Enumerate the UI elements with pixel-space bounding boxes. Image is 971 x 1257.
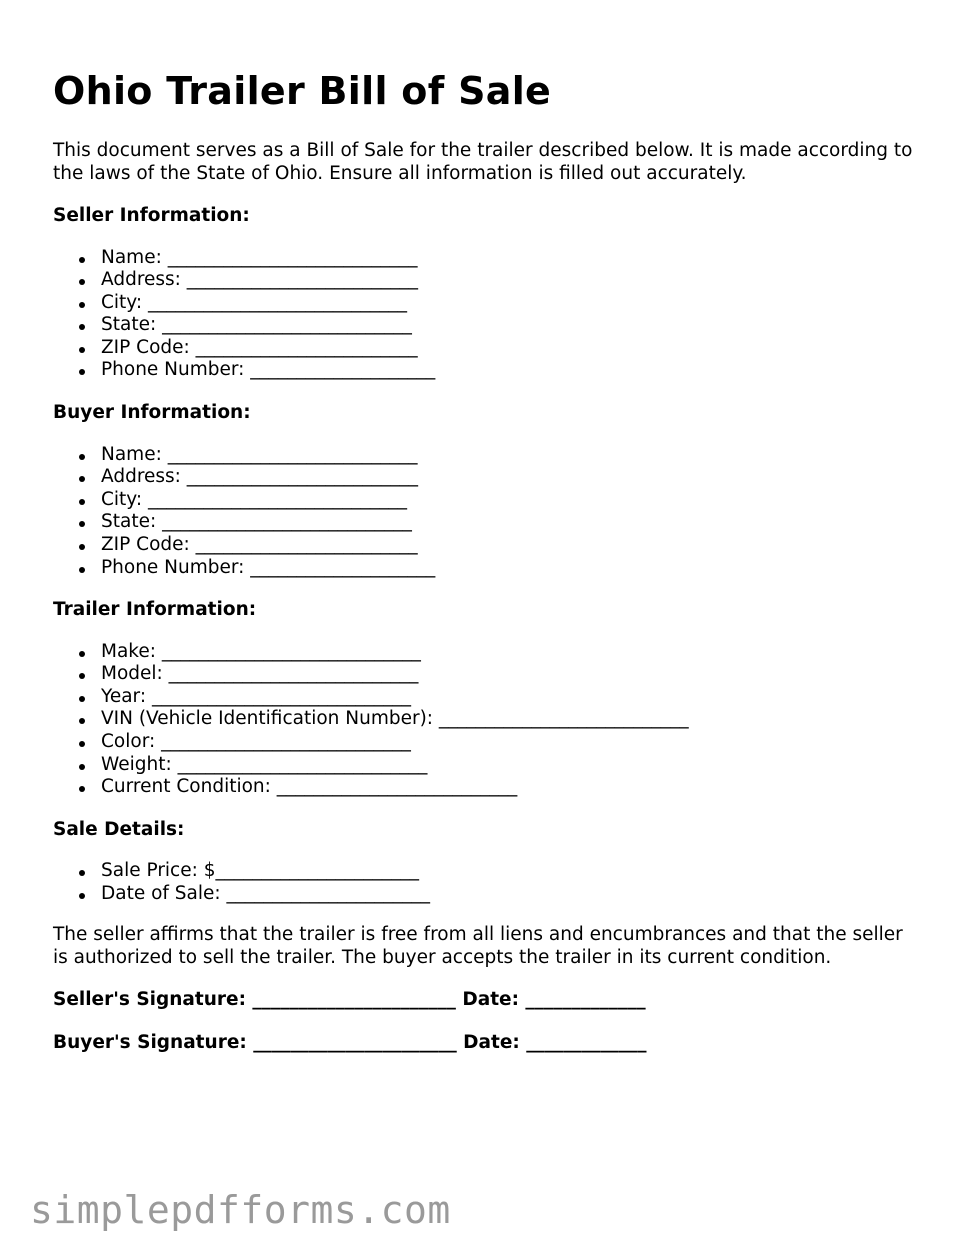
seller-signature-text[interactable]: Seller's Signature: ______________________ Date: _____________ bbox=[53, 989, 646, 1011]
trailer-make-field[interactable]: Make: ____________________________ bbox=[101, 641, 923, 664]
buyer-signature-line[interactable] bbox=[53, 1032, 923, 1055]
seller-city-field[interactable]: City: ____________________________ bbox=[101, 292, 923, 315]
seller-zip-field[interactable]: ZIP Code: ________________________ bbox=[101, 337, 923, 360]
buyer-state-field[interactable]: State: ___________________________ bbox=[101, 511, 923, 534]
seller-signature-line[interactable] bbox=[53, 989, 923, 1012]
intro-paragraph: This document serves as a Bill of Sale for the trailer described below. It is made according to the laws of the State of Ohio. Ensure all information is filled out accurately. bbox=[53, 140, 913, 184]
trailer-year-field[interactable]: Year: ____________________________ bbox=[101, 686, 923, 709]
buyer-address-field[interactable]: Address: _________________________ bbox=[101, 466, 923, 489]
sale-date-field[interactable]: Date of Sale: ______________________ bbox=[101, 883, 923, 906]
sale-field-list bbox=[53, 860, 923, 905]
site-watermark: simplepdfforms.com bbox=[30, 1188, 451, 1232]
seller-name-field[interactable]: Name: ___________________________ bbox=[101, 247, 923, 270]
seller-section-heading: Seller Information: bbox=[53, 205, 250, 226]
trailer-condition-field[interactable]: Current Condition: __________________________ bbox=[101, 776, 923, 799]
trailer-model-field[interactable]: Model: ___________________________ bbox=[101, 663, 923, 686]
buyer-signature-text[interactable]: Buyer's Signature: ______________________ Date: _____________ bbox=[53, 1031, 647, 1053]
seller-state-field[interactable]: State: ___________________________ bbox=[101, 314, 923, 337]
trailer-weight-field[interactable]: Weight: ___________________________ bbox=[101, 754, 923, 777]
sale-price-field[interactable]: Sale Price: $______________________ bbox=[101, 860, 923, 883]
document-title: Ohio Trailer Bill of Sale bbox=[53, 69, 552, 113]
trailer-vin-field[interactable]: VIN (Vehicle Identification Number): ___________________________ bbox=[101, 708, 923, 731]
trailer-color-field[interactable]: Color: ___________________________ bbox=[101, 731, 923, 754]
seller-phone-field[interactable]: Phone Number: ____________________ bbox=[101, 359, 923, 382]
buyer-city-field[interactable]: City: ____________________________ bbox=[101, 489, 923, 512]
trailer-field-list bbox=[53, 641, 923, 799]
buyer-zip-field[interactable]: ZIP Code: ________________________ bbox=[101, 534, 923, 557]
seller-address-field[interactable]: Address: _________________________ bbox=[101, 269, 923, 292]
seller-field-list bbox=[53, 247, 923, 383]
document-page bbox=[53, 64, 923, 1054]
closing-paragraph: The seller affirms that the trailer is free from all liens and encumbrances and that the seller is authorized to sell the trailer. The buyer accepts the trailer in its current condition. bbox=[53, 924, 903, 968]
sale-section-heading: Sale Details: bbox=[53, 818, 185, 840]
buyer-name-field[interactable]: Name: ___________________________ bbox=[101, 444, 923, 467]
buyer-field-list bbox=[53, 444, 923, 580]
trailer-section-heading: Trailer Information: bbox=[53, 599, 257, 621]
buyer-section-heading: Buyer Information: bbox=[53, 402, 251, 424]
buyer-phone-field[interactable]: Phone Number: ____________________ bbox=[101, 557, 923, 580]
